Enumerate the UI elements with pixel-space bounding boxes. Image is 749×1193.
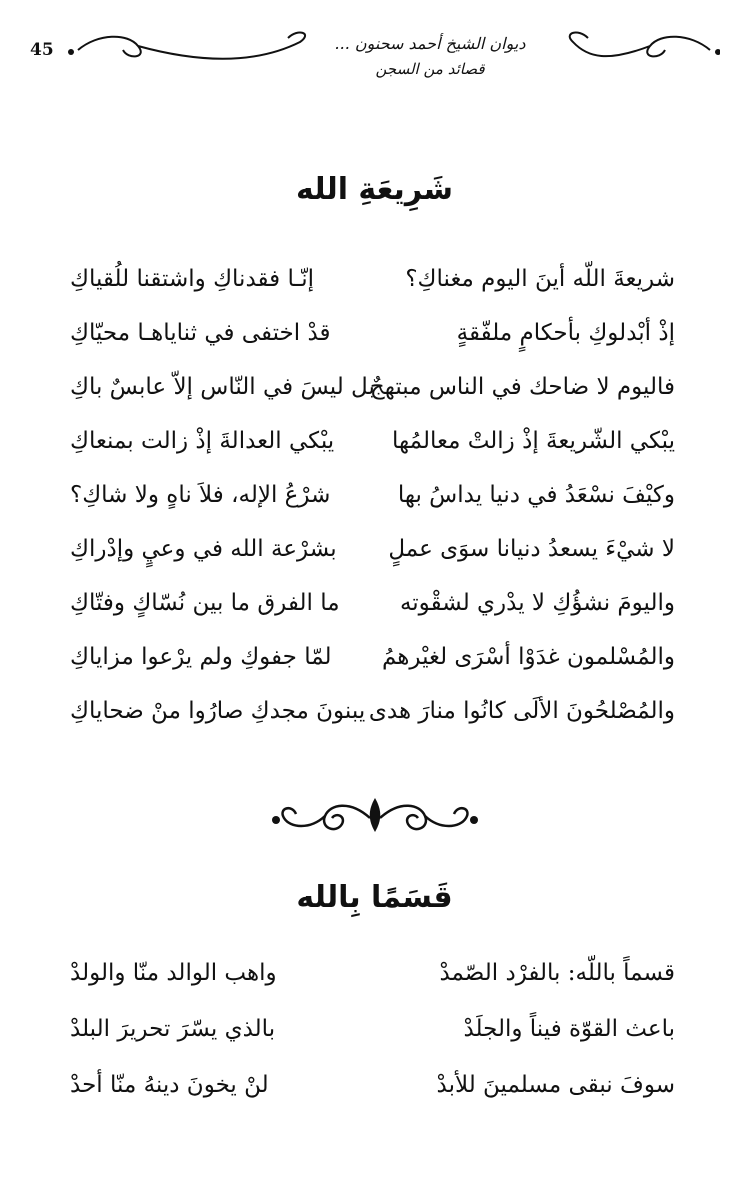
verse-second-hemistich: إنّـا فقدناكِ واشتقنا للُقياكِ <box>70 266 314 292</box>
verse-first-hemistich: والمُصْلحُونَ الألَى كانُوا منارَ هدى <box>368 698 675 724</box>
section-title: قصائد من السجن <box>375 60 485 78</box>
verse-first-hemistich: قسماً باللّه: بالفرْد الصّمدْ <box>439 960 675 986</box>
verse <box>70 590 675 638</box>
verse-first-hemistich: واليومَ نشؤُكِ لا يدْري لشقْوته <box>399 590 675 616</box>
verse <box>70 266 675 314</box>
verse <box>70 374 675 422</box>
verse-second-hemistich: بالذي يسّرَ تحريرَ البلدْ <box>70 1016 276 1042</box>
running-header <box>30 22 720 82</box>
book-title: ديوان الشيخ أحمد سحنون ... <box>334 34 526 53</box>
verse <box>70 960 675 1008</box>
verse <box>70 320 675 368</box>
verse-first-hemistich: يبْكي الشّريعةَ إذْ زالتْ معالمُها <box>392 428 675 454</box>
verse-second-hemistich: شرْعُ الإله، فلاَ ناهٍ ولا شاكِ؟ <box>70 482 331 508</box>
verse <box>70 1016 675 1064</box>
verse-first-hemistich: شريعةَ اللّه أينَ اليوم مغناكِ؟ <box>405 266 675 292</box>
verse-second-hemistich: بشرْعة الله في وعيٍ وإدْراكِ <box>70 536 337 562</box>
poem-title: شَرِيعَةِ الله <box>296 172 453 207</box>
ornamental-divider-icon <box>270 790 480 850</box>
verse <box>70 698 675 746</box>
verse-first-hemistich: فاليوم لا ضاحك في الناس مبتهجٌ <box>369 374 675 400</box>
verse <box>70 482 675 530</box>
verse-second-hemistich: قدْ اختفى في ثناياهـا محيّاكِ <box>70 320 331 346</box>
verse-second-hemistich: يبْكي العدالةَ إذْ زالت بمنعاكِ <box>70 428 335 454</box>
verse-second-hemistich: ما الفرق ما بين نُسّاكٍ وفتّاكِ <box>70 590 340 616</box>
page-number: 45 <box>30 40 54 60</box>
verse-first-hemistich: إذْ أبْدلوكِ بأحكامٍ ملفّقةٍ <box>456 320 675 346</box>
verse-second-hemistich: يبنونَ مجدكِ صارُوا منْ ضحاياكِ <box>70 698 366 724</box>
verse <box>70 428 675 476</box>
verse <box>70 1072 675 1120</box>
verse <box>70 536 675 584</box>
verse-first-hemistich: سوفَ نبقى مسلمينَ للأبدْ <box>436 1072 675 1098</box>
verse-second-hemistich: واهب الوالد منّا والولدْ <box>70 960 277 986</box>
verse-first-hemistich: لا شيْءَ يسعدُ دنيانا سوَى عملٍ <box>388 536 675 562</box>
verse-second-hemistich: لنْ يخونَ دينهُ منّا أحدْ <box>70 1072 269 1098</box>
verse-first-hemistich: باعث القوّة فيناً والجلَدْ <box>463 1016 675 1042</box>
verse-second-hemistich: لمّا جفوكِ ولم يرْعوا مزاياكِ <box>70 644 332 670</box>
poem-title: قَسَمًا بِالله <box>296 880 453 915</box>
verse <box>70 644 675 692</box>
verse-first-hemistich: والمُسْلمون غدَوْا أسْرَى لغيْرهمُ <box>381 644 675 670</box>
verse-first-hemistich: وكيْفَ نسْعَدُ في دنيا يداسُ بها <box>397 482 675 508</box>
verse-second-hemistich: بل ليسَ في النّاس إلاّ عابسٌ باكِ <box>70 374 375 400</box>
